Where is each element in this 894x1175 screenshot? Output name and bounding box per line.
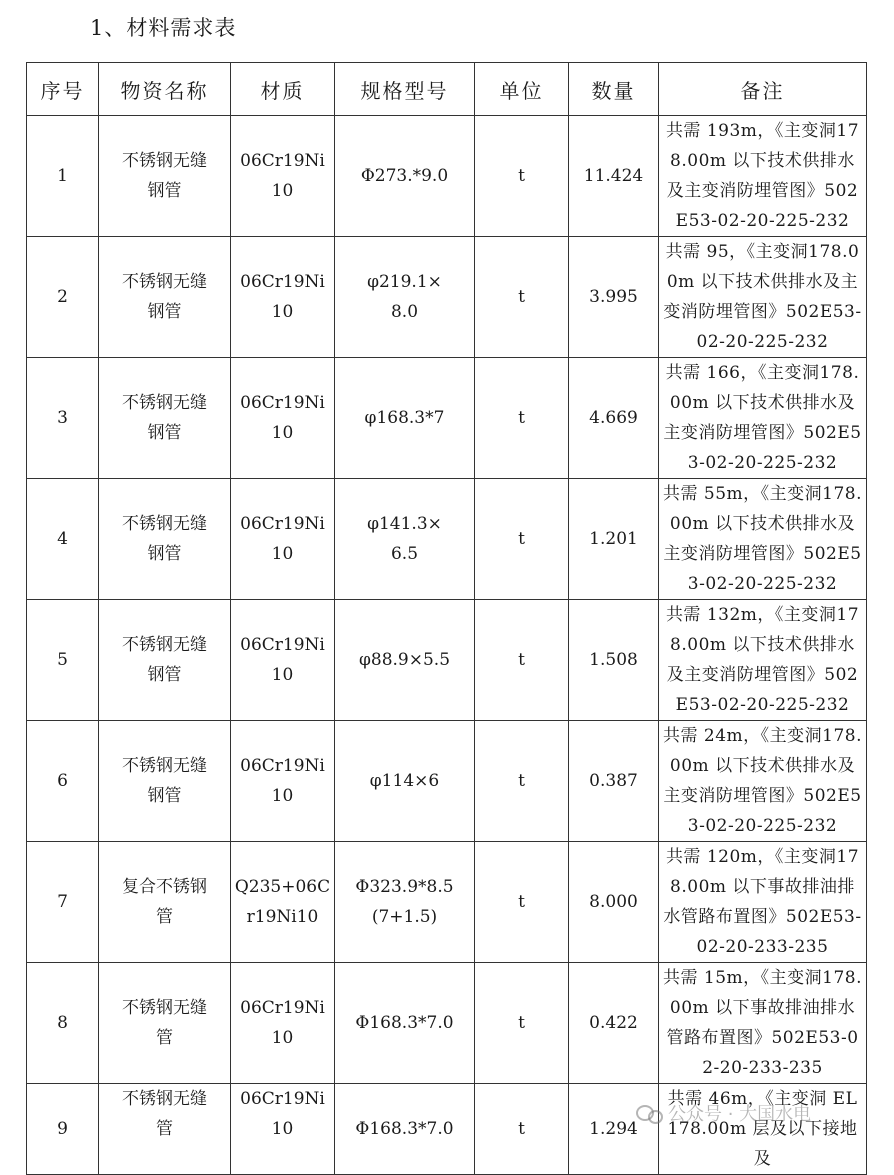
cell-name: 不锈钢无缝 管 (99, 1084, 231, 1175)
header-remark: 备注 (659, 63, 867, 116)
cell-material: 06Cr19Ni 10 (231, 963, 335, 1084)
table-header-row (27, 63, 867, 116)
cell-material: 06Cr19Ni 10 (231, 721, 335, 842)
cell-spec: φ141.3× 6.5 (335, 479, 475, 600)
header-unit: 单位 (475, 63, 569, 116)
cell-qty: 11.424 (569, 116, 659, 237)
cell-remark: 共需 120m，《主变洞178.00m 以下事故排油排水管路布置图》502E53-02-20-233-235 (659, 842, 867, 963)
cell-qty: 0.422 (569, 963, 659, 1084)
cell-material: 06Cr19Ni 10 (231, 1084, 335, 1175)
cell-unit: t (475, 116, 569, 237)
table-row (27, 842, 867, 963)
cell-no: 7 (27, 842, 99, 963)
table-row (27, 963, 867, 1084)
cell-unit: t (475, 600, 569, 721)
header-no: 序号 (27, 63, 99, 116)
cell-qty: 1.201 (569, 479, 659, 600)
cell-qty: 1.294 (569, 1084, 659, 1175)
cell-no: 8 (27, 963, 99, 1084)
cell-unit: t (475, 963, 569, 1084)
cell-qty: 3.995 (569, 237, 659, 358)
cell-remark: 共需 55m，《主变洞178.00m 以下技术供排水及主变消防埋管图》502E53-02-20-225-232 (659, 479, 867, 600)
cell-spec: φ114×6 (335, 721, 475, 842)
cell-material: Q235+06C r19Ni10 (231, 842, 335, 963)
cell-qty: 4.669 (569, 358, 659, 479)
cell-name: 不锈钢无缝 钢管 (99, 358, 231, 479)
cell-name: 不锈钢无缝 钢管 (99, 600, 231, 721)
cell-name: 不锈钢无缝 钢管 (99, 721, 231, 842)
cell-spec: φ219.1× 8.0 (335, 237, 475, 358)
cell-no: 5 (27, 600, 99, 721)
header-qty: 数量 (569, 63, 659, 116)
cell-unit: t (475, 237, 569, 358)
cell-unit: t (475, 479, 569, 600)
header-material: 材质 (231, 63, 335, 116)
cell-spec: Φ168.3*7.0 (335, 963, 475, 1084)
cell-material: 06Cr19Ni 10 (231, 116, 335, 237)
watermark-text: 公众号 · 大国水电 (668, 1104, 812, 1125)
cell-spec: Φ273.*9.0 (335, 116, 475, 237)
cell-remark: 共需 95，《主变洞178.00m 以下技术供排水及主变消防埋管图》502E53-02-20-225-232 (659, 237, 867, 358)
cell-no: 9 (27, 1084, 99, 1175)
cell-name: 复合不锈钢 管 (99, 842, 231, 963)
header-spec: 规格型号 (335, 63, 475, 116)
table-row (27, 600, 867, 721)
cell-spec: Φ168.3*7.0 (335, 1084, 475, 1175)
cell-qty: 1.508 (569, 600, 659, 721)
cell-unit: t (475, 842, 569, 963)
cell-unit: t (475, 358, 569, 479)
cell-no: 6 (27, 721, 99, 842)
cell-remark: 共需 15m，《主变洞178.00m 以下事故排油排水管路布置图》502E53-02-20-233-235 (659, 963, 867, 1084)
cell-unit: t (475, 1084, 569, 1175)
cell-material: 06Cr19Ni 10 (231, 600, 335, 721)
material-requirements-table (26, 62, 867, 1175)
cell-remark: 共需 193m，《主变洞178.00m 以下技术供排水及主变消防埋管图》502E53-02-20-225-232 (659, 116, 867, 237)
cell-spec: φ168.3*7 (335, 358, 475, 479)
cell-material: 06Cr19Ni 10 (231, 237, 335, 358)
cell-spec: Φ323.9*8.5 (7+1.5) (335, 842, 475, 963)
cell-name: 不锈钢无缝 钢管 (99, 237, 231, 358)
table-row (27, 237, 867, 358)
cell-material: 06Cr19Ni 10 (231, 479, 335, 600)
table-row (27, 721, 867, 842)
cell-no: 1 (27, 116, 99, 237)
cell-remark: 共需 166，《主变洞178.00m 以下技术供排水及主变消防埋管图》502E53-02-20-225-232 (659, 358, 867, 479)
cell-qty: 0.387 (569, 721, 659, 842)
header-name: 物资名称 (99, 63, 231, 116)
table-row (27, 1084, 867, 1175)
section-heading: 1、材料需求表 (90, 16, 237, 40)
cell-name: 不锈钢无缝 管 (99, 963, 231, 1084)
cell-name: 不锈钢无缝 钢管 (99, 479, 231, 600)
cell-no: 3 (27, 358, 99, 479)
cell-remark: 共需 24m，《主变洞178.00m 以下技术供排水及主变消防埋管图》502E53-02-20-225-232 (659, 721, 867, 842)
cell-unit: t (475, 721, 569, 842)
cell-material: 06Cr19Ni 10 (231, 358, 335, 479)
cell-no: 2 (27, 237, 99, 358)
table-row (27, 358, 867, 479)
table-row (27, 116, 867, 237)
cell-remark: 共需 46m，《主变洞 EL178.00m 层及以下接地及 (659, 1084, 867, 1175)
cell-spec: φ88.9×5.5 (335, 600, 475, 721)
cell-remark: 共需 132m，《主变洞178.00m 以下技术供排水及主变消防埋管图》502E53-02-20-225-232 (659, 600, 867, 721)
cell-qty: 8.000 (569, 842, 659, 963)
table-row (27, 479, 867, 600)
cell-no: 4 (27, 479, 99, 600)
cell-name: 不锈钢无缝 钢管 (99, 116, 231, 237)
